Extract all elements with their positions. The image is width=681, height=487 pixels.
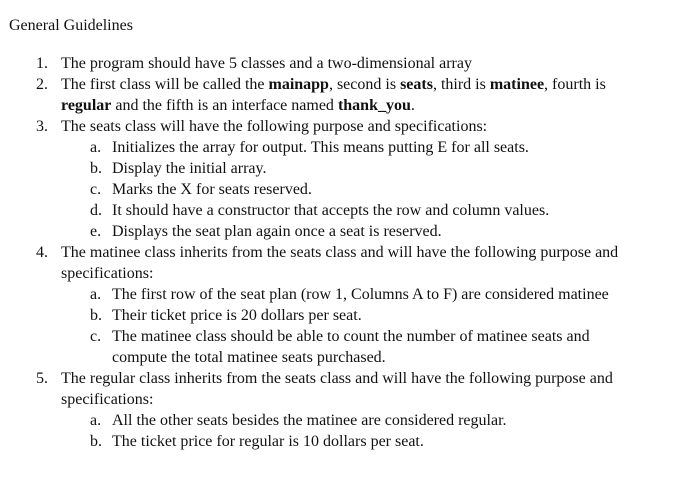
- item-5b-marker: b.: [90, 433, 102, 450]
- item-4-marker: 4.: [36, 244, 48, 261]
- item-3e-text: Displays the seat plan again once a seat is reserved.: [112, 223, 442, 240]
- class-name-regular: regular: [61, 97, 112, 114]
- item-4a-marker: a.: [90, 286, 102, 303]
- item-3d-marker: d.: [90, 202, 102, 219]
- item-1-marker: 1.: [36, 55, 48, 72]
- item-3c-marker: c.: [90, 181, 102, 198]
- item-5a-text: All the other seats besides the matinee are considered regular.: [112, 412, 507, 429]
- item-3d-text: It should have a constructor that accepts the row and column values.: [112, 202, 550, 219]
- item-5-marker: 5.: [36, 370, 48, 387]
- item-4c-marker: c.: [90, 328, 102, 345]
- item-3a-marker: a.: [90, 139, 102, 156]
- item-5-line-1: The regular class inherits from the seats class and will have the following purpose and: [61, 370, 613, 387]
- item-3c-text: Marks the X for seats reserved.: [112, 181, 312, 198]
- class-name-seats: seats: [400, 76, 433, 93]
- class-name-matinee: matinee: [489, 76, 545, 93]
- item-3b-marker: b.: [90, 160, 102, 177]
- item-3-text: The seats class will have the following purpose and specifications:: [61, 118, 488, 135]
- item-5a-marker: a.: [90, 412, 102, 429]
- item-4b-marker: b.: [90, 307, 102, 324]
- item-3e-marker: e.: [90, 223, 102, 240]
- item-3b-text: Display the initial array.: [112, 160, 267, 177]
- item-3-marker: 3.: [36, 118, 48, 135]
- item-2-line-2: regular and the fifth is an interface named thank_you.: [61, 97, 415, 114]
- item-4a-text: The first row of the seat plan (row 1, Columns A to F) are considered matinee: [112, 286, 609, 303]
- item-4b-text: Their ticket price is 20 dollars per seat.: [112, 307, 362, 324]
- item-2-marker: 2.: [36, 76, 48, 93]
- item-1-text: The program should have 5 classes and a two-dimensional array: [61, 55, 472, 72]
- interface-name-thank-you: thank_you: [337, 97, 411, 114]
- item-3a-text: Initializes the array for output. This means putting E for all seats.: [112, 139, 529, 156]
- item-4-line-1: The matinee class inherits from the seats class and will have the following purpose and: [61, 244, 619, 261]
- item-5-line-2: specifications:: [61, 391, 154, 408]
- class-name-mainapp: mainapp: [268, 76, 329, 93]
- item-4c-line-2: compute the total matinee seats purchased.: [112, 349, 386, 366]
- item-4-line-2: specifications:: [61, 265, 154, 282]
- item-2-line-1: The first class will be called the mainapp, second is seats, third is matinee, fourth is: [61, 76, 606, 93]
- document-title: General Guidelines: [9, 17, 133, 34]
- item-5b-text: The ticket price for regular is 10 dollars per seat.: [112, 433, 424, 450]
- item-4c-line-1: The matinee class should be able to count the number of matinee seats and: [112, 328, 590, 345]
